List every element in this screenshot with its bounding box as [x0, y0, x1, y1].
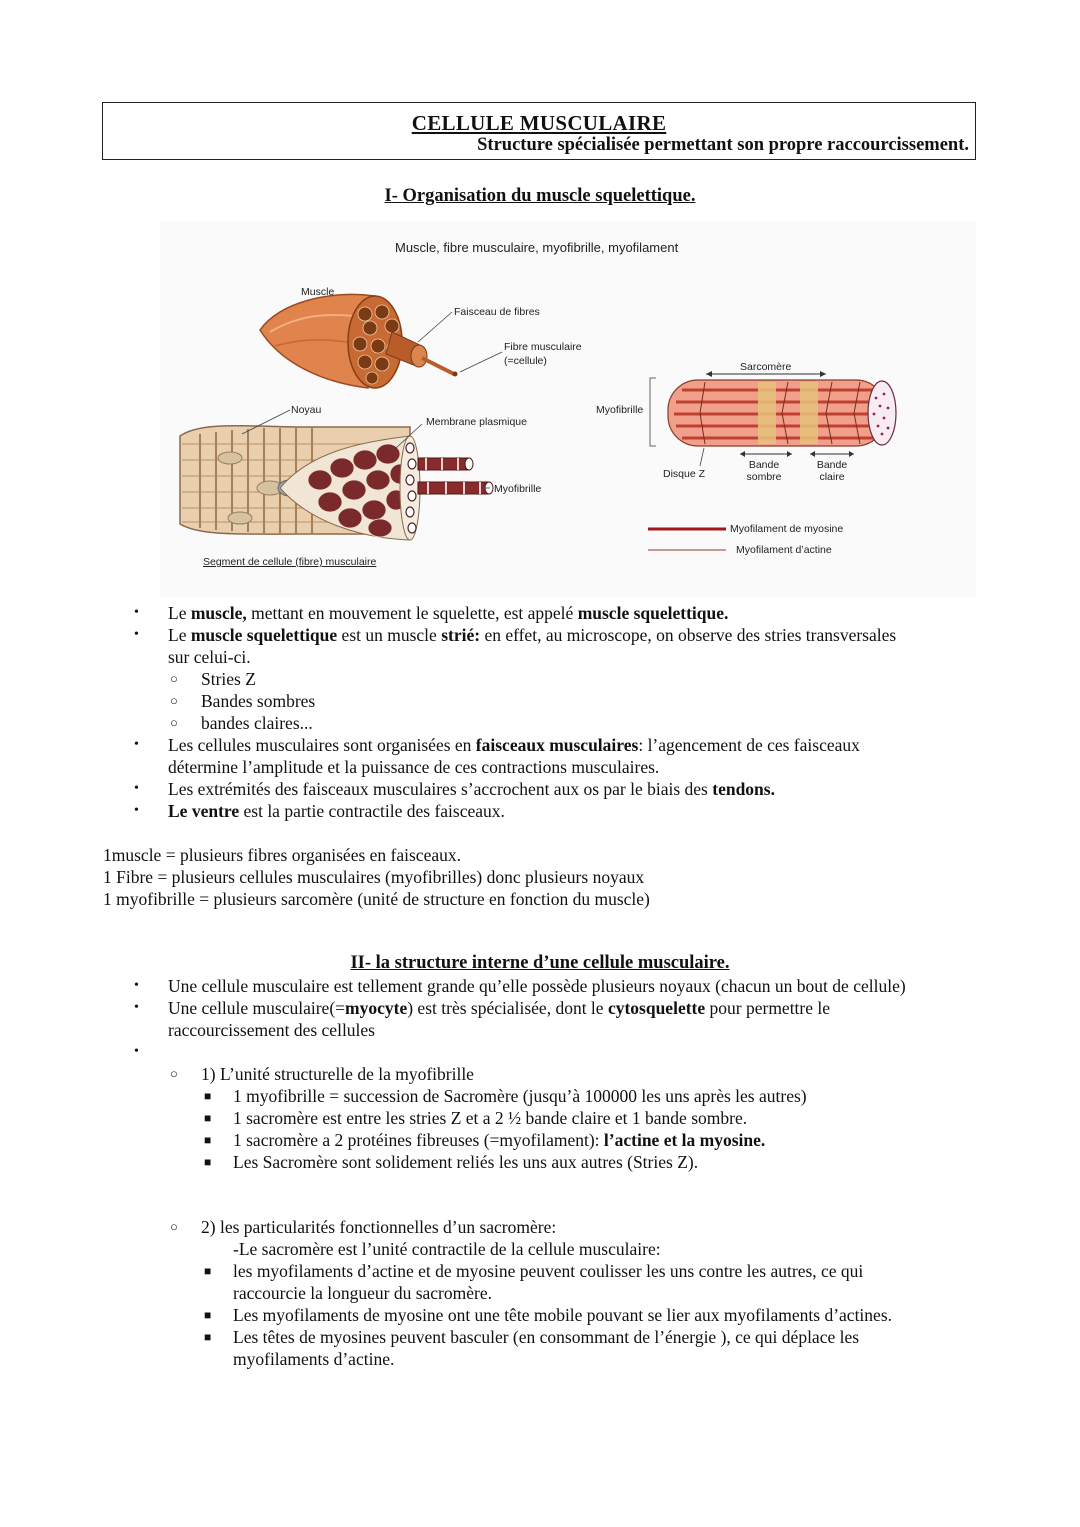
section2-part2: ○ 2) les particularités fonctionnelles d’un sacromère: -Le sacromère est l’unité contractile de la cellule musculaire: ■ les myofilaments d’actine et de myosine peuvent coulisser les uns contre les autres, ce qui raccourcie la longueur du sacromère. ■ Les myofilaments de myosine ont une tête mobile pouvant se lier aux myofilaments d’actines. ■ Les têtes de myosines peuvent basculer (en consommant de l’énergie ), ce qui déplace les myofilaments d’actine.	[0, 1216, 1080, 1370]
list-item: • Le muscle, mettant en mouvement le squelette, est appelé muscle squelettique.	[134, 603, 729, 623]
summary-line: 1 myofibrille = plusieurs sarcomère (unité de structure en fonction du muscle)	[103, 889, 650, 909]
bullet-icon: •	[134, 605, 139, 620]
bullet-icon: •	[134, 803, 139, 818]
sub-sub-list-item: ■ 1 myofibrille = succession de Sacromère (jusqu’à 100000 les uns après les autres)	[204, 1086, 807, 1106]
list-item: • Les cellules musculaires sont organisées en faisceaux musculaires: l’agencement de ces faisceaux	[134, 735, 860, 755]
summary-line: 1 Fibre = plusieurs cellules musculaires (myofibrilles) donc plusieurs noyaux	[103, 867, 645, 887]
muscle-structure-figure	[160, 222, 976, 598]
figure-title: Muscle, fibre musculaire, myofibrille, myofilament	[395, 240, 679, 255]
section2-list: • Une cellule musculaire est tellement grande qu’elle possède plusieurs noyaux (chacun un bout de cellule) • Une cellule musculaire(=myocyte) est très spécialisée, dont le cytosquelette pour permettre le raccourcissement des cellules • ○ 1) L’unité structurelle de la myofibrille ■ 1 myofibrille = succession de Sacromère (jusqu’à 100000 les uns après les autres) ■ 1 sacromère est entre les stries Z et a 2 ½ bande claire et 1 bande sombre. ■ 1 sacromère a 2 protéines fibreuses (=myofilament): l’actine et la myosine. ■ Les Sacromère sont solidement reliés les uns aux autres (Stries Z).	[0, 975, 1080, 1173]
list-item: • Le muscle squelettique est un muscle strié: en effet, au microscope, on observe des stries transversales	[134, 625, 897, 645]
bullet-icon: •	[134, 1044, 139, 1059]
label-fibre: Fibre musculaire	[504, 341, 582, 353]
square-bullet-icon: ■	[204, 1089, 212, 1103]
bullet-icon: •	[134, 627, 139, 642]
circle-bullet-icon: ○	[170, 1066, 178, 1081]
label-bande-sombre: Bande sombre	[746, 459, 782, 483]
circle-bullet-icon: ○	[170, 715, 178, 730]
square-bullet-icon: ■	[204, 1133, 212, 1147]
label-membrane: Membrane plasmique	[426, 416, 527, 428]
label-disque-z: Disque Z	[663, 468, 706, 480]
list-item: • Une cellule musculaire(=myocyte) est très spécialisée, dont le cytosquelette pour permettre le	[134, 998, 831, 1018]
label-sarcomere: Sarcomère	[740, 361, 792, 373]
square-bullet-icon: ■	[204, 1308, 212, 1322]
label-noyau: Noyau	[291, 404, 322, 416]
list-item	[0, 1041, 1080, 1063]
bullet-icon: •	[134, 1000, 139, 1015]
bullet-icon: •	[134, 737, 139, 752]
label-myosine: Myofilament de myosine	[730, 523, 844, 535]
label-segment: Segment de cellule (fibre) musculaire	[203, 556, 377, 568]
sub-list-item: ○ 1) L’unité structurelle de la myofibrille	[170, 1064, 474, 1084]
sub-sub-list-item: ■ Les Sacromère sont solidement reliés les uns aux autres (Stries Z).	[204, 1152, 699, 1172]
section-heading-2: II- la structure interne d’une cellule musculaire.	[350, 953, 730, 973]
circle-bullet-icon: ○	[170, 693, 178, 708]
label-actine: Myofilament d’actine	[736, 544, 832, 556]
summary-line: 1muscle = plusieurs fibres organisées en faisceaux.	[103, 845, 461, 865]
label-myofibrille-left: Myofibrille	[494, 483, 542, 495]
square-bullet-icon: ■	[204, 1264, 212, 1278]
fiber-segment-illustration	[180, 410, 493, 540]
square-bullet-icon: ■	[204, 1330, 212, 1344]
sub-sub-list-item: ■ 1 sacromère est entre les stries Z et a 2 ½ bande claire et 1 bande sombre.	[204, 1108, 748, 1128]
figure-illustration	[160, 222, 976, 598]
sub-sub-list-item: ■ Les myofilaments de myosine ont une tête mobile pouvant se lier aux myofilaments d’actines.	[204, 1305, 893, 1325]
square-bullet-icon: ■	[204, 1111, 212, 1125]
label-myofibrille-right: Myofibrille	[596, 404, 644, 416]
sub-sub-list-item: ■ les myofilaments d’actine et de myosine peuvent coulisser les uns contre les autres, ce qui	[204, 1261, 864, 1281]
sub-sub-list-item: ■ 1 sacromère a 2 protéines fibreuses (=myofilament): l’actine et la myosine.	[204, 1130, 766, 1150]
square-bullet-icon: ■	[204, 1155, 212, 1169]
label-fibre-note: (=cellule)	[504, 355, 547, 367]
sub-list-item: ○ Stries Z	[170, 669, 256, 689]
sub-list-item: ○ bandes claires...	[170, 713, 313, 733]
sub-list-item: ○ Bandes sombres	[170, 691, 316, 711]
sub-list-item: ○ 2) les particularités fonctionnelles d’un sacromère:	[170, 1217, 557, 1237]
summary-block	[0, 844, 1080, 910]
list-item: • Le ventre est la partie contractile des faisceaux.	[134, 801, 505, 821]
section-heading-1: I- Organisation du muscle squelettique.	[384, 186, 696, 206]
label-bande-claire: Bande claire	[816, 459, 848, 483]
title-box	[102, 102, 976, 160]
document-title: CELLULE MUSCULAIRE	[411, 111, 667, 135]
list-item: • Les extrémités des faisceaux musculaires s’accrochent aux os par le biais des tendons.	[134, 779, 775, 799]
bullet-icon: •	[134, 978, 139, 993]
document-subtitle: Structure spécialisée permettant son propre raccourcissement.	[477, 135, 969, 155]
sub-sub-list-item: ■ Les têtes de myosines peuvent basculer (en consommant de l’énergie ), ce qui déplace les	[204, 1327, 860, 1347]
bullet-icon: •	[134, 781, 139, 796]
section1-list: • Le muscle, mettant en mouvement le squelette, est appelé muscle squelettique. • Le muscle squelettique est un muscle strié: en effet, au microscope, on observe des stries transversales sur celui-ci. ○ Stries Z ○ Bandes sombres ○ bandes claires... • Les cellules musculaires sont organisées en faisceaux musculaires: l’agencement de ces faisceaux détermine l’amplitude et la puissance de ces contractions musculaires. • Les extrémités des faisceaux musculaires s’accrochent aux os par le biais des tendons. • Le ventre est la partie contractile des faisceaux.	[0, 602, 1080, 822]
list-item: • Une cellule musculaire est tellement grande qu’elle possède plusieurs noyaux (chacun un bout de cellule)	[134, 976, 906, 996]
label-faisceau: Faisceau de fibres	[454, 306, 540, 318]
circle-bullet-icon: ○	[170, 1219, 178, 1234]
circle-bullet-icon: ○	[170, 671, 178, 686]
label-muscle: Muscle	[301, 286, 335, 298]
